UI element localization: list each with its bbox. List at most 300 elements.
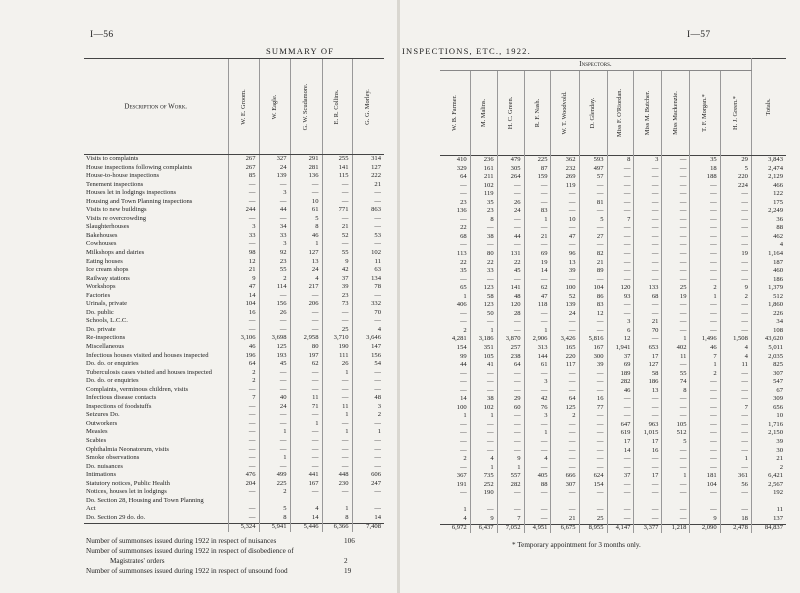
table-cell: 104 [228, 300, 259, 309]
table-row [84, 334, 384, 343]
table-cell: — [524, 276, 551, 285]
table-row [84, 189, 384, 198]
table-cell: 190 [322, 343, 352, 352]
total-cell: 2,090 [690, 524, 720, 533]
table-cell: — [690, 430, 720, 439]
table-cell: — [352, 377, 384, 386]
table-cell: — [524, 318, 551, 327]
table-cell [497, 498, 524, 507]
table-cell: 134 [352, 275, 384, 284]
total-cell: 6,437 [470, 524, 497, 533]
table-cell: 222 [352, 172, 384, 181]
note-value: 106 [344, 537, 355, 545]
table-cell: — [551, 378, 579, 387]
table-cell: 154 [579, 481, 607, 490]
note-text: Number of summonses issued during 1922 in respect of disobedience of [86, 547, 294, 555]
table-row [440, 515, 786, 524]
table-cell: 282 [607, 378, 634, 387]
table-row [440, 489, 786, 498]
table-cell: — [662, 267, 690, 276]
table-cell: 5 [720, 165, 751, 174]
table-cell: — [634, 310, 662, 319]
table-cell: 291 [290, 155, 322, 164]
table-cell: 23 [460, 198, 467, 206]
table-cell: 115 [322, 172, 352, 181]
table-cell: 22 [460, 224, 467, 232]
table-row [84, 497, 384, 506]
table-cell: — [497, 241, 524, 250]
table-cell: — [551, 489, 579, 498]
table-cell: 19 [524, 259, 551, 268]
table-cell: 52 [322, 232, 352, 241]
table-cell: 2 [259, 488, 290, 497]
table-row [84, 360, 384, 369]
table-cell: 125 [259, 343, 290, 352]
table-cell: — [720, 190, 751, 199]
table-cell: — [460, 369, 467, 377]
table-cell: — [607, 182, 634, 191]
table-cell: — [607, 190, 634, 199]
table-cell: 1,941 [607, 344, 634, 353]
table-cell: 120 [497, 301, 524, 310]
table-cell: 21 [634, 318, 662, 327]
table-cell: 1 [524, 216, 551, 225]
table-cell: 34 [259, 223, 290, 232]
table-cell: — [460, 463, 467, 471]
table-row [84, 480, 384, 489]
totals-row [440, 524, 786, 533]
note-text: Number of summonses issued during 1922 in respect of unsound food [86, 567, 288, 575]
table-cell: 2 [463, 455, 467, 463]
note-value: 19 [344, 567, 352, 575]
table-cell: 18 [690, 165, 720, 174]
table-cell: 2,567 [751, 481, 786, 490]
table-cell: — [551, 199, 579, 208]
table-cell: 3,186 [470, 335, 497, 344]
table-row [440, 301, 786, 310]
table-cell: — [662, 395, 690, 404]
table-cell: 2 [551, 412, 579, 421]
table-cell: 225 [259, 480, 290, 489]
table-row [440, 327, 786, 336]
table-row [440, 190, 786, 199]
table-cell: 410 [456, 155, 467, 163]
table-cell: 1 [259, 429, 290, 438]
table-cell: 39 [322, 283, 352, 292]
table-row [440, 412, 786, 421]
table-cell: — [470, 241, 497, 250]
total-cell: 4,147 [607, 524, 634, 533]
table-cell: 4 [352, 326, 384, 335]
table-cell: — [470, 430, 497, 439]
table-cell: 21 [751, 455, 786, 464]
table-cell: 26 [322, 360, 352, 369]
table-cell: 68 [460, 232, 467, 240]
col-header: W. T. Woodvold. [551, 71, 579, 156]
table-cell: 48 [352, 394, 384, 403]
table-cell: — [460, 438, 467, 446]
table-cell: — [720, 207, 751, 216]
table-cell: 147 [352, 343, 384, 352]
table-cell: 39 [751, 438, 786, 447]
table-cell: — [690, 455, 720, 464]
table-cell: — [259, 437, 290, 446]
col-header-totals: Totals. [751, 59, 786, 156]
table-cell: 204 [228, 480, 259, 489]
table-cell: — [352, 386, 384, 395]
table-cell: 4 [751, 241, 786, 250]
table-row [84, 266, 384, 275]
table-cell: 8 [470, 216, 497, 225]
table-cell: 100 [456, 403, 467, 411]
table-cell: — [607, 455, 634, 464]
table-cell: — [662, 224, 690, 233]
table-cell: 14 [607, 447, 634, 456]
table-cell: 1 [524, 430, 551, 439]
table-cell: — [352, 420, 384, 429]
table-cell: 14 [228, 292, 259, 301]
table-cell: 37 [322, 275, 352, 284]
table-cell: 39 [579, 361, 607, 370]
table-cell: 1 [259, 454, 290, 463]
total-cell: 6,972 [440, 524, 470, 533]
table-cell: — [662, 182, 690, 191]
table-row [440, 335, 786, 344]
table-cell: — [634, 412, 662, 421]
table-cell: 193 [259, 352, 290, 361]
row-label: Do. Section 28, Housing and Town Planning [86, 496, 204, 504]
table-cell: 36 [751, 216, 786, 225]
table-cell: 281 [290, 164, 322, 173]
table-cell: 44 [460, 361, 467, 369]
table-cell: — [662, 276, 690, 285]
table-cell: 4 [470, 455, 497, 464]
table-cell: — [634, 216, 662, 225]
table-cell: — [497, 430, 524, 439]
table-cell: 5 [662, 438, 690, 447]
table-cell: — [662, 481, 690, 490]
table-cell: — [662, 361, 690, 370]
table-cell: 100 [551, 284, 579, 293]
table-cell: 619 [607, 430, 634, 439]
table-cell: 2,958 [290, 334, 322, 343]
table-cell: 1 [463, 506, 467, 514]
table-row [84, 386, 384, 395]
table-cell: — [259, 369, 290, 378]
table-cell: 123 [470, 301, 497, 310]
table-row [84, 283, 384, 292]
table-cell: 264 [497, 173, 524, 182]
table-cell: 34 [751, 318, 786, 327]
description-header: Description of Work. [84, 59, 228, 155]
table-cell: 83 [579, 301, 607, 310]
table-cell: 267 [228, 164, 259, 173]
table-cell: — [290, 386, 322, 395]
table-cell: — [607, 267, 634, 276]
table-row [84, 240, 384, 249]
table-row [440, 353, 786, 362]
table-cell: 7 [228, 394, 259, 403]
table-cell: 367 [456, 472, 467, 480]
table-cell: 329 [456, 164, 467, 172]
table-cell: 133 [634, 284, 662, 293]
left-page-number: I—56 [90, 30, 114, 40]
table-cell: — [322, 437, 352, 446]
table-cell: 55 [259, 266, 290, 275]
table-cell: 1 [290, 420, 322, 429]
table-cell: — [460, 181, 467, 189]
table-row [84, 446, 384, 455]
table-row [84, 258, 384, 267]
table-cell: 120 [607, 284, 634, 293]
table-cell: — [290, 317, 322, 326]
table-cell: 267 [228, 155, 259, 164]
table-cell: — [579, 318, 607, 327]
table-cell: — [497, 489, 524, 498]
table-cell: — [228, 326, 259, 335]
table-cell: 70 [634, 327, 662, 336]
table-cell: 136 [456, 207, 467, 215]
table-cell: — [720, 412, 751, 421]
table-row [440, 404, 786, 413]
table-cell: 85 [228, 172, 259, 181]
table-cell: 3 [228, 223, 259, 232]
table-cell: 29 [720, 156, 751, 165]
table-cell: 466 [751, 182, 786, 191]
table-cell: 3,698 [259, 334, 290, 343]
table-row [84, 471, 384, 480]
row-label: Ophthalmia Neonatorum, visits [86, 445, 169, 453]
table-cell: 224 [720, 182, 751, 191]
table-cell: 12 [579, 310, 607, 319]
table-cell: 65 [460, 284, 467, 292]
table-cell: 63 [352, 266, 384, 275]
table-cell: — [690, 259, 720, 268]
table-cell: 3,870 [497, 335, 524, 344]
table-cell: — [497, 216, 524, 225]
table-row [440, 455, 786, 464]
table-cell: 13 [290, 258, 322, 267]
table-cell: 825 [751, 361, 786, 370]
table-cell: — [322, 309, 352, 318]
table-cell: 7 [607, 216, 634, 225]
table-cell: 13 [634, 387, 662, 396]
table-cell: 197 [290, 352, 322, 361]
table-cell: 2,129 [751, 173, 786, 182]
table-row [440, 267, 786, 276]
table-cell: — [607, 515, 634, 524]
table-cell: 9 [228, 275, 259, 284]
table-cell: — [634, 241, 662, 250]
table-cell: — [607, 207, 634, 216]
table-cell: 11 [720, 361, 751, 370]
table-cell: — [720, 199, 751, 208]
table-cell: 5,816 [579, 335, 607, 344]
table-row [440, 233, 786, 242]
table-row [84, 317, 384, 326]
total-cell: 1,218 [662, 524, 690, 533]
left-page [0, 0, 398, 593]
table-cell: — [579, 207, 607, 216]
row-label: Scabies [86, 437, 107, 445]
table-cell: 78 [352, 283, 384, 292]
table-cell: — [524, 190, 551, 199]
table-cell: 7 [690, 353, 720, 362]
table-row [84, 172, 384, 181]
row-label: Miscellaneous [86, 343, 125, 350]
table-row [84, 488, 384, 497]
col-header: D. Glenday. [579, 71, 607, 156]
table-cell: — [634, 395, 662, 404]
table-cell: — [322, 446, 352, 455]
table-cell: 165 [551, 344, 579, 353]
table-row [84, 411, 384, 420]
table-cell: 21 [352, 181, 384, 190]
table-cell: — [662, 489, 690, 498]
table-cell: — [352, 369, 384, 378]
table-row [440, 344, 786, 353]
table-cell: 61 [290, 206, 322, 215]
table-cell: 144 [524, 353, 551, 362]
table-cell: — [607, 224, 634, 233]
table-cell: 2 [259, 275, 290, 284]
table-row [84, 292, 384, 301]
table-cell: 1 [322, 429, 352, 438]
table-cell: 5 [579, 216, 607, 225]
table-cell: — [551, 506, 579, 515]
table-cell: 3 [607, 318, 634, 327]
table-cell: 4,281 [451, 335, 467, 343]
table-cell: 102 [470, 182, 497, 191]
table-cell: 17 [634, 472, 662, 481]
table-cell: 114 [259, 283, 290, 292]
table-cell: — [352, 463, 384, 472]
table-cell: — [322, 198, 352, 207]
table-cell: 2 [690, 284, 720, 293]
table-cell: — [607, 489, 634, 498]
table-cell: — [720, 259, 751, 268]
table-cell: — [228, 463, 259, 472]
table-cell: 327 [259, 155, 290, 164]
table-cell: 2,035 [751, 353, 786, 362]
table-cell: — [551, 276, 579, 285]
table-cell: 39 [551, 267, 579, 276]
table-cell: 188 [690, 173, 720, 182]
table-cell: 7 [497, 515, 524, 524]
table-cell: 406 [456, 301, 467, 309]
table-cell: 70 [352, 309, 384, 318]
table-cell: — [290, 189, 322, 198]
table-cell: 232 [551, 165, 579, 174]
table-row [84, 223, 384, 232]
footnote: * Temporary appointment for 3 months only. [512, 541, 641, 549]
table-cell: 38 [470, 395, 497, 404]
table-cell: 16 [579, 395, 607, 404]
table-cell: — [228, 437, 259, 446]
table-cell: — [662, 207, 690, 216]
table-cell: 17 [607, 438, 634, 447]
table-cell: 656 [751, 404, 786, 413]
table-row [84, 275, 384, 284]
table-cell: 8 [607, 156, 634, 165]
table-cell: — [259, 463, 290, 472]
table-cell: 1 [290, 240, 322, 249]
table-cell: 161 [470, 165, 497, 174]
table-cell: — [322, 386, 352, 395]
table-cell: 21 [322, 223, 352, 232]
table-cell: — [460, 489, 467, 497]
table-cell: 13 [551, 259, 579, 268]
table-cell: 123 [470, 284, 497, 293]
table-cell: 45 [259, 360, 290, 369]
table-cell: — [662, 447, 690, 456]
table-cell: 111 [322, 352, 352, 361]
table-cell: 1,508 [720, 335, 751, 344]
table-row [440, 481, 786, 490]
table-cell: — [579, 276, 607, 285]
table-cell: 3,843 [751, 156, 786, 165]
table-cell: — [497, 276, 524, 285]
table-cell: 64 [551, 395, 579, 404]
table-row [440, 421, 786, 430]
note-line [86, 566, 376, 576]
table-cell [524, 498, 551, 507]
table-cell: — [662, 310, 690, 319]
table-cell: — [607, 464, 634, 473]
table-cell: — [322, 215, 352, 224]
table-cell: 25 [322, 326, 352, 335]
table-cell: 96 [551, 250, 579, 259]
table-row [84, 454, 384, 463]
row-label: Do. nuisances [86, 462, 123, 470]
table-cell: 10 [551, 216, 579, 225]
table-cell: 21 [579, 259, 607, 268]
table-cell: 3 [524, 412, 551, 421]
row-label: Statutory notices, Public Health [86, 479, 170, 487]
table-cell: 16 [634, 447, 662, 456]
table-cell: 307 [551, 481, 579, 490]
table-cell: — [551, 464, 579, 473]
table-row [440, 156, 786, 165]
table-cell: 3,710 [322, 334, 352, 343]
table-row [84, 369, 384, 378]
table-cell: 50 [470, 310, 497, 319]
table-cell: 230 [322, 480, 352, 489]
table-cell: 25 [579, 515, 607, 524]
table-cell [607, 498, 634, 507]
table-cell: 5 [259, 505, 290, 514]
table-cell: 557 [497, 472, 524, 481]
table-cell: 252 [470, 481, 497, 490]
table-cell: 73 [322, 300, 352, 309]
row-label: Infectious houses visited and houses inspected [86, 351, 209, 359]
table-cell: 82 [579, 250, 607, 259]
table-cell: — [352, 223, 384, 232]
table-cell: 6 [607, 327, 634, 336]
table-cell: — [607, 412, 634, 421]
table-cell: 14 [460, 395, 467, 403]
table-cell: — [579, 447, 607, 456]
table-cell: 125 [551, 404, 579, 413]
table-row [84, 343, 384, 352]
row-label: Visits to new buildings [86, 206, 147, 214]
table-cell: — [662, 156, 690, 165]
total-cell: 5,941 [259, 523, 290, 532]
table-cell: 17 [634, 438, 662, 447]
table-cell: 3 [259, 189, 290, 198]
table-cell: 1 [497, 464, 524, 473]
table-cell: 88 [751, 224, 786, 233]
